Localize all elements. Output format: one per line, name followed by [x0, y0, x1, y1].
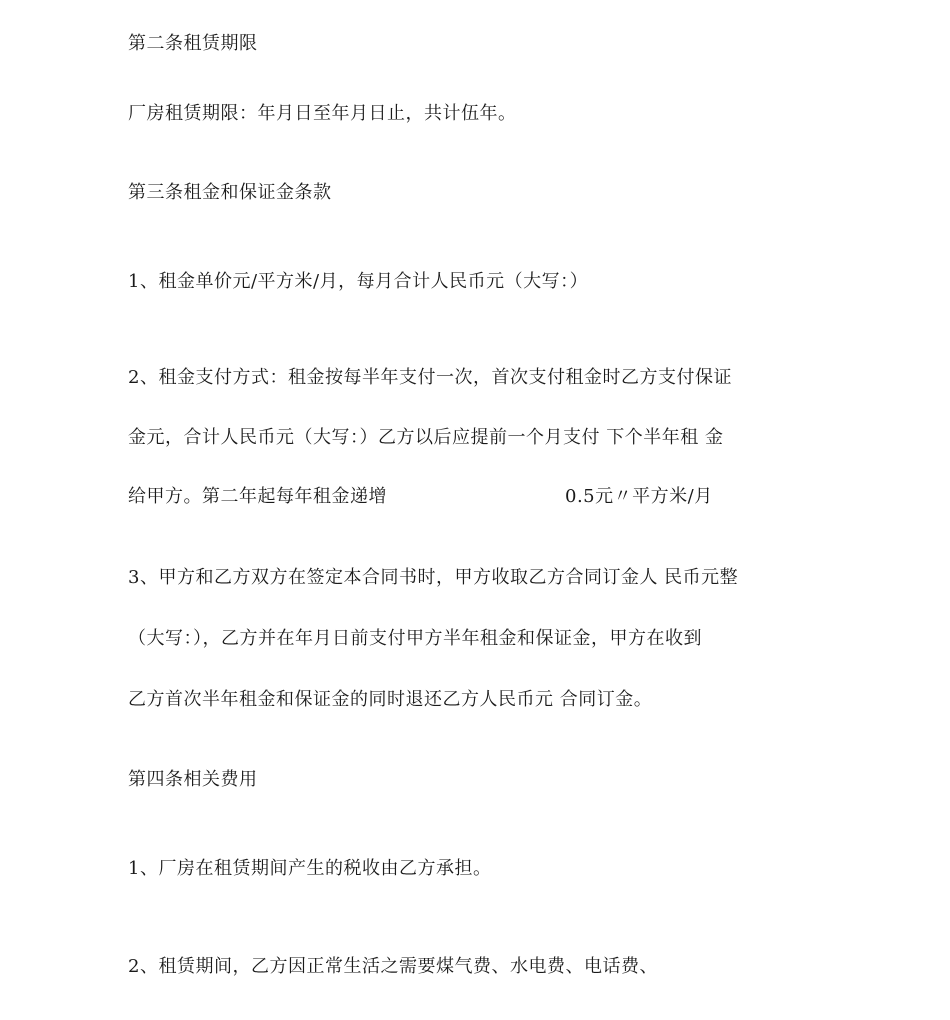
- clause3-3-line1: 3、甲方和乙方双方在签定本合同书时，甲方收取乙方合同订金人 民币元整: [128, 567, 739, 588]
- clause3-2-line3: [128, 485, 713, 509]
- clause3-2-line1: 2、租金支付方式：租金按每半年支付一次，首次支付租金时乙方支付保证: [128, 367, 732, 388]
- clause3-2-line3-part-a: 给甲方。第二年起每年租金递增: [128, 486, 387, 507]
- article2-heading: 第二条租赁期限: [128, 33, 258, 54]
- article3-heading: 第三条租金和保证金条款: [128, 182, 332, 203]
- clause4-1-text: 1、厂房在租赁期间产生的税收由乙方承担。: [128, 858, 492, 879]
- clause3-2-line2: 金元，合计人民币元（大写：）乙方以后应提前一个月支付 下个半年租 金: [128, 427, 724, 448]
- clause3-3-line2: （大写：），乙方并在年月日前支付甲方半年租金和保证金，甲方在收到: [128, 628, 702, 649]
- clause3-2-line3-part-b: 0.5元〃平方米/月: [565, 486, 713, 507]
- article2-term-text: 厂房租赁期限：年月日至年月日止，共计伍年。: [128, 103, 517, 124]
- article4-heading: 第四条相关费用: [128, 769, 258, 790]
- clause4-2-text: 2、租赁期间，乙方因正常生活之需要煤气费、水电费、电话费、: [128, 956, 658, 977]
- clause3-3-line3: 乙方首次半年租金和保证金的同时退还乙方人民币元 合同订金。: [128, 689, 653, 710]
- clause3-1-text: 1、租金单价元/平方米/月，每月合计人民币元（大写：）: [128, 271, 589, 292]
